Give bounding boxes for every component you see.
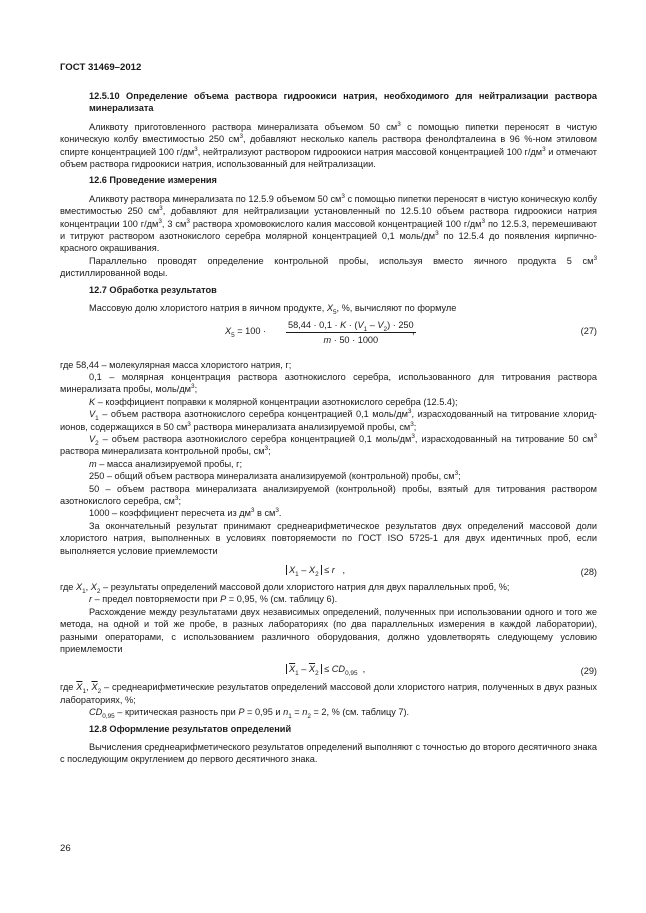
where-item: 1000 – коэффициент пересчета из $дм^3$ в $см^3$. [89, 507, 282, 519]
paragraph: Параллельно проводят определение контрольной пробы, используя вместо яичного продукта 5 $см^3$ дистиллированной воды. [60, 254, 597, 279]
section-heading-12-7: 12.7 Обработка результатов [89, 284, 217, 295]
formula-28 [60, 561, 597, 581]
formula-lhs: $X_5 = 100$ · [225, 325, 267, 339]
section-heading-12-5-10: 12.5.10 Определение объема раствора гидроокиси натрия, необходимого для нейтрализации раствора минерализата [89, 91, 597, 114]
formula-29 [60, 659, 597, 681]
where-item: $CD_{0,95}$ – критическая разность при P = 0,95 и $n_1 = n_2 = 2$, % (см. таблицу 7). [89, 707, 410, 721]
page-content [60, 90, 597, 766]
formula-27 [60, 315, 597, 359]
formula-numerator: $58,44 \cdot 0,1 \cdot K \cdot (V_1 - V_2) \cdot 250$ [288, 319, 414, 333]
section-heading-12-6: 12.6 Проведение измерения [89, 175, 217, 186]
formula-29-body: $\overline{X}_1 - \overline{X}_2 \le CD_{0,95}$ , [286, 663, 365, 675]
where-item: $V_1$ – объем раствора азотнокислого серебра концентрацией 0,1 моль/$дм^3$, израсходованный на титрование хлорид-ионов, содержащихся в 50 $см^3$ раствора минерализата анализируемой пробы, $см^3$; [60, 408, 597, 432]
where-item: m – масса анализируемой пробы, г; [89, 458, 243, 469]
where-item: $V_2$ – объем раствора азотнокислого серебра концентрацией 0,1 моль/$дм^3$, израсходованный на титрование 50 $см^3$ раствора минерализата контрольной пробы, $см^3$; [60, 432, 597, 457]
where-item: r – предел повторяемости при P = 0,95, % (см. таблицу 6). [89, 594, 338, 605]
paragraph: Массовую долю хлористого натрия в яичном продукте, $X_5$, %, вычисляют по формуле [89, 303, 457, 316]
formula-comma: , [412, 325, 415, 336]
formula-fraction [286, 319, 416, 347]
formula-denominator: m · 50 · 1000 [323, 334, 379, 345]
where-item: 0,1 – молярная концентрация раствора азотнокислого серебра, использованного для титрования раствора минерализата пробы, моль/$дм^3$; [60, 371, 597, 395]
section-heading-12-8: 12.8 Оформление результатов определений [89, 723, 292, 734]
paragraph: За окончательный результат принимают среднеарифметическое результатов двух определений массовой доли хлористого натрия, выполненных в условиях повторяемости по ГОСТ ISO 5725-1 для двух идентичных проб, если выполняется условие приемлемости [60, 520, 597, 556]
formula-number: (28) [580, 567, 597, 577]
paragraph: Аликвоту раствора минерализата по 12.5.9 объемом 50 $см^3$ с помощью пипетки переносят в чистую коническую колбу вместимостью 250 $см^3$, добавляют для нейтрализации установленный по 12.5.10 объем раствора гидроокиси натрия концентрации 100 $г/дм^3$, 3 $см^3$ раствора хромовокислого калия массовой концентрацией 100 $г/дм^3$ по 12.5.3, перемешивают и титруют раствором азотнокислого серебра молярной концентрацией 0,1 моль/$дм^3$ по 12.5.4 до появления кирпично-красного окрашивания. [60, 192, 597, 254]
document-code: ГОСТ 31469–2012 [60, 62, 142, 73]
formula-number: (27) [580, 325, 597, 336]
where-line: где 58,44 – молекулярная масса хлористого натрия, г; [60, 359, 292, 370]
where-item: 250 – общий объем раствора минерализата анализируемой (контрольной) пробы, $см^3$; [89, 470, 461, 482]
where-line: где $\overline{X}_1$, $\overline{X}_2$ – среднеарифметические результатов определений массовой доли хлористого натрия, полученных в двух разных лабораториях, %; [60, 682, 597, 705]
where-item: K – коэффициент поправки к молярной концентрации азотнокислого серебра (12.5.4); [89, 396, 458, 407]
paragraph: Аликвоту приготовленного раствора минерализата объемом 50 $см^3$ с помощью пипетки переносят в чистую коническую колбу вместимостью 250 $см^3$, добавляют несколько капель раствора фенолфталеина в 96 %-ном этиловом спирте концентрацией 100 $г/дм^3$, нейтрализуют раствором гидроокиси натрия массовой концентрацией 100 $г/дм^3$ и отмечают объем раствора гидроокиси натрия, использованный для нейтрализации. [60, 120, 597, 170]
formula-28-body: $X_1 - X_2 \le r$ , [286, 564, 345, 576]
paragraph: Расхождение между результатами двух независимых определений, полученных при использовании одного и того же метода, на одной и той же пробе, в разных лабораториях (по два параллельных измерения в каждой лаборатории), разными операторами, с использованием различного оборудования, должно удовлетворять следующему условию приемлемости [60, 606, 597, 655]
where-line: где $X_1$, $X_2$ – результаты определений массовой доли хлористого натрия для двух параллельных проб, %; [60, 582, 510, 595]
paragraph: Вычисления среднеарифметического результатов определений выполняют с точностью до второго десятичного знака с последующим округлением до первого десятичного знака. [60, 742, 597, 765]
where-item: 50 – объем раствора минерализата анализируемой (контрольной) пробы, взятый для титрования раствором азотнокислого серебра, $см^3$; [60, 483, 597, 506]
page-number: 26 [60, 843, 71, 854]
formula-number: (29) [580, 666, 597, 677]
